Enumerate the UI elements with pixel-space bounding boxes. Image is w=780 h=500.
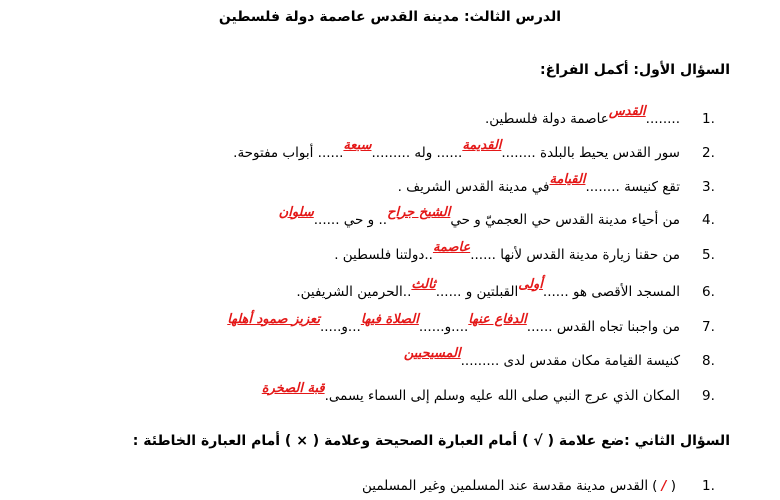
list-item: [233, 137, 732, 165]
answer-mark: /: [661, 479, 667, 494]
item-text: ...... وله .........: [371, 145, 463, 161]
item-text: من واجبنا تجاه القدس ......: [526, 319, 680, 335]
item-number: 4.: [702, 212, 715, 228]
item-text: عاصمة دولة فلسطين.: [484, 111, 609, 127]
answer-text: القديمة: [462, 137, 502, 153]
bracket-open: (: [670, 478, 676, 494]
answer-text: الصلاة فيها: [360, 311, 419, 327]
answer-text: سلوان: [278, 204, 314, 220]
list-item: [296, 276, 732, 304]
item-text: من أحياء مدينة القدس حي العجميّ و حي: [450, 212, 680, 228]
answer-text: المسيحيين: [403, 345, 461, 361]
answer-text: أولى: [518, 276, 543, 292]
list-item: [484, 103, 732, 131]
list-item: [403, 345, 732, 373]
item-number: 1.: [702, 478, 715, 494]
answer-text: تعزيز صمود أهلها: [227, 311, 320, 327]
answer-text: ثالث: [411, 276, 436, 292]
item-text: ....و......: [418, 319, 469, 335]
item-text: في مدينة القدس الشريف .: [397, 179, 550, 195]
item-number: 7.: [702, 319, 715, 335]
answer-text: الدفاع عنها: [468, 311, 527, 327]
answer-text: الشيخ جراح: [387, 204, 451, 220]
question-1-heading: السؤال الأول: أكمل الفراغ:: [540, 62, 730, 78]
answer-text: سبعة: [343, 137, 372, 153]
bracket-close: ): [652, 478, 658, 494]
list-item: [278, 204, 732, 232]
list-item: [334, 239, 732, 267]
answer-text: القدس: [608, 103, 646, 119]
list-item: [227, 311, 732, 339]
item-number: 3.: [702, 179, 715, 195]
item-number: 1.: [702, 111, 715, 127]
list-item: [397, 171, 732, 199]
item-text: القدس مدينة مقدسة عند المسلمين وغير المسلمين: [362, 478, 649, 494]
item-text: سور القدس يحيط بالبلدة ........: [501, 145, 680, 161]
answer-text: قبة الصخرة: [261, 380, 325, 396]
item-number: 6.: [702, 284, 715, 300]
item-text: القبلتين و ......: [435, 284, 519, 300]
item-text: ..دولتنا فلسطين .: [334, 247, 433, 263]
item-text: ...و.....: [319, 319, 361, 335]
item-text: ..الحرمين الشريفين.: [296, 284, 412, 300]
answer-text: القيامة: [549, 171, 586, 187]
answer-checkbox: [652, 478, 676, 494]
item-text: ...... أبواب مفتوحة.: [233, 145, 344, 161]
item-number: 2.: [702, 145, 715, 161]
item-number: 5.: [702, 247, 715, 263]
item-number: 9.: [702, 388, 715, 404]
lesson-title: الدرس الثالث: مدينة القدس عاصمة دولة فلسطين: [218, 9, 562, 25]
list-item: [362, 474, 732, 498]
item-text: تقع كنيسة ........: [585, 179, 680, 195]
question-2-heading: السؤال الثاني :ضع علامة ( √ ) أمام العبارة الصحيحة وعلامة ( × ) أمام العبارة الخاطئة :: [132, 433, 730, 449]
item-text: .. و حي ......: [313, 212, 388, 228]
item-text: ........: [645, 111, 680, 127]
item-text: المكان الذي عرج النبي صلى الله عليه وسلم إلى السماء يسمى.: [324, 388, 680, 404]
item-number: 8.: [702, 353, 715, 369]
list-item: [261, 380, 732, 408]
answer-text: عاصمة: [432, 239, 471, 255]
item-text: المسجد الأقصى هو ......: [542, 284, 680, 300]
item-text: كنيسة القيامة مكان مقدس لدى .........: [460, 353, 680, 369]
item-text: من حقنا زيارة مدينة القدس لأنها ......: [470, 247, 680, 263]
